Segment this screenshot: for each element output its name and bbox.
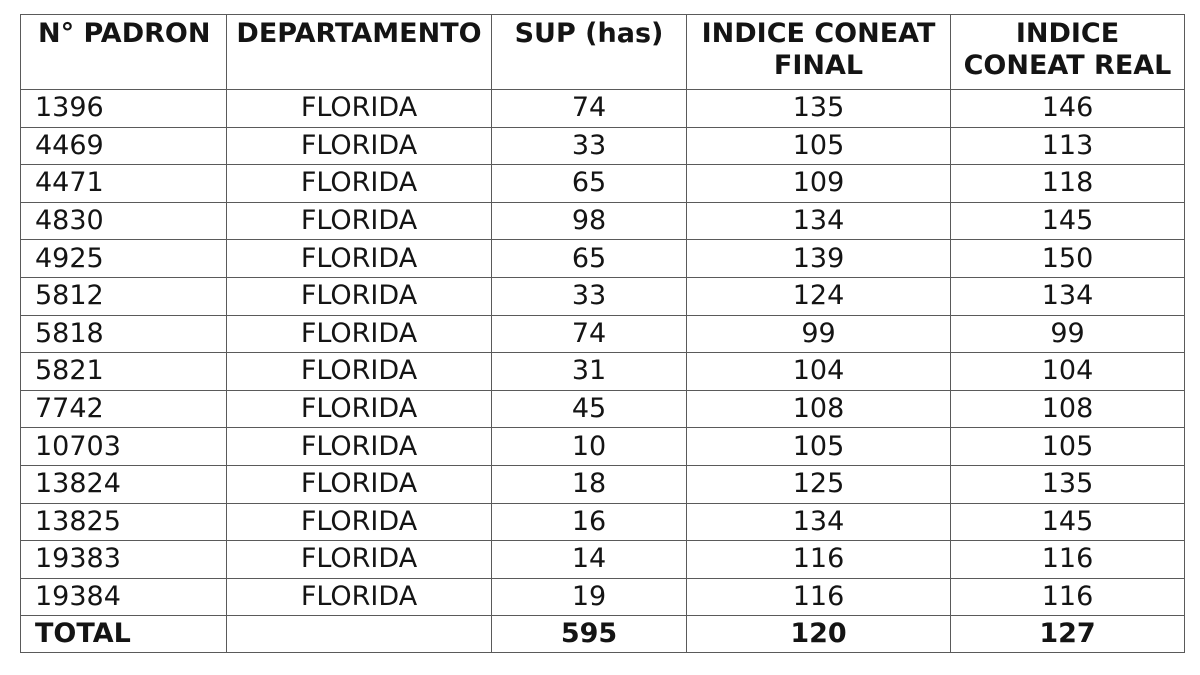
cell-departamento: FLORIDA — [227, 127, 492, 165]
cell-superficie: 65 — [492, 165, 687, 203]
cell-departamento: FLORIDA — [227, 353, 492, 391]
cell-coneat-final: 104 — [687, 353, 951, 391]
cell-superficie: 74 — [492, 315, 687, 353]
cell-departamento: FLORIDA — [227, 315, 492, 353]
header-departamento: DEPARTAMENTO — [227, 15, 492, 90]
table-row — [21, 240, 1185, 278]
table-row — [21, 353, 1185, 391]
cell-padron: 4469 — [21, 127, 227, 165]
cell-superficie: 98 — [492, 202, 687, 240]
cell-superficie: 74 — [492, 90, 687, 128]
cell-padron: 5818 — [21, 315, 227, 353]
table-row — [21, 578, 1185, 616]
padron-table — [20, 14, 1185, 653]
table-row — [21, 127, 1185, 165]
cell-coneat-final: 116 — [687, 541, 951, 579]
cell-coneat-real: 145 — [951, 202, 1185, 240]
header-superficie: SUP (has) — [492, 15, 687, 90]
table-row — [21, 541, 1185, 579]
table-row — [21, 202, 1185, 240]
cell-coneat-final: 124 — [687, 277, 951, 315]
cell-departamento: FLORIDA — [227, 390, 492, 428]
cell-superficie: 18 — [492, 465, 687, 503]
cell-padron: 10703 — [21, 428, 227, 466]
padron-table-container — [20, 14, 1184, 653]
cell-superficie: 33 — [492, 127, 687, 165]
table-row — [21, 90, 1185, 128]
cell-superficie: 31 — [492, 353, 687, 391]
total-coneat-real: 127 — [951, 616, 1185, 653]
cell-departamento: FLORIDA — [227, 465, 492, 503]
cell-departamento: FLORIDA — [227, 277, 492, 315]
cell-padron: 13824 — [21, 465, 227, 503]
cell-coneat-real: 104 — [951, 353, 1185, 391]
cell-coneat-final: 105 — [687, 428, 951, 466]
cell-coneat-final: 134 — [687, 503, 951, 541]
cell-coneat-final: 116 — [687, 578, 951, 616]
cell-coneat-final: 134 — [687, 202, 951, 240]
cell-departamento: FLORIDA — [227, 165, 492, 203]
cell-coneat-final: 109 — [687, 165, 951, 203]
table-row — [21, 428, 1185, 466]
table-row — [21, 315, 1185, 353]
total-coneat-final: 120 — [687, 616, 951, 653]
cell-padron: 5821 — [21, 353, 227, 391]
cell-coneat-real: 113 — [951, 127, 1185, 165]
cell-coneat-real: 116 — [951, 541, 1185, 579]
table-row — [21, 390, 1185, 428]
cell-coneat-real: 99 — [951, 315, 1185, 353]
total-departamento — [227, 616, 492, 653]
cell-padron: 19383 — [21, 541, 227, 579]
cell-padron: 4925 — [21, 240, 227, 278]
total-label: TOTAL — [21, 616, 227, 653]
cell-coneat-real: 118 — [951, 165, 1185, 203]
cell-superficie: 33 — [492, 277, 687, 315]
table-row — [21, 503, 1185, 541]
cell-coneat-final: 108 — [687, 390, 951, 428]
cell-superficie: 19 — [492, 578, 687, 616]
cell-padron: 4830 — [21, 202, 227, 240]
cell-superficie: 16 — [492, 503, 687, 541]
cell-superficie: 45 — [492, 390, 687, 428]
cell-coneat-real: 134 — [951, 277, 1185, 315]
table-row — [21, 165, 1185, 203]
cell-departamento: FLORIDA — [227, 503, 492, 541]
cell-superficie: 65 — [492, 240, 687, 278]
cell-coneat-real: 116 — [951, 578, 1185, 616]
table-row — [21, 277, 1185, 315]
cell-coneat-final: 105 — [687, 127, 951, 165]
header-coneat-final: INDICE CONEAT FINAL — [687, 15, 951, 90]
total-row — [21, 616, 1185, 653]
cell-padron: 1396 — [21, 90, 227, 128]
header-coneat-real: INDICE CONEAT REAL — [951, 15, 1185, 90]
cell-departamento: FLORIDA — [227, 428, 492, 466]
cell-superficie: 14 — [492, 541, 687, 579]
table-header — [21, 15, 1185, 90]
cell-departamento: FLORIDA — [227, 578, 492, 616]
cell-departamento: FLORIDA — [227, 240, 492, 278]
table-body — [21, 90, 1185, 653]
cell-coneat-final: 139 — [687, 240, 951, 278]
cell-departamento: FLORIDA — [227, 202, 492, 240]
cell-padron: 4471 — [21, 165, 227, 203]
table-row — [21, 465, 1185, 503]
cell-superficie: 10 — [492, 428, 687, 466]
cell-coneat-real: 146 — [951, 90, 1185, 128]
cell-coneat-real: 108 — [951, 390, 1185, 428]
cell-padron: 5812 — [21, 277, 227, 315]
cell-coneat-real: 150 — [951, 240, 1185, 278]
cell-padron: 7742 — [21, 390, 227, 428]
header-row — [21, 15, 1185, 90]
cell-coneat-real: 135 — [951, 465, 1185, 503]
cell-coneat-real: 145 — [951, 503, 1185, 541]
cell-padron: 13825 — [21, 503, 227, 541]
cell-departamento: FLORIDA — [227, 541, 492, 579]
cell-padron: 19384 — [21, 578, 227, 616]
total-superficie: 595 — [492, 616, 687, 653]
header-padron: N° PADRON — [21, 15, 227, 90]
cell-coneat-final: 125 — [687, 465, 951, 503]
cell-coneat-real: 105 — [951, 428, 1185, 466]
cell-departamento: FLORIDA — [227, 90, 492, 128]
cell-coneat-final: 135 — [687, 90, 951, 128]
cell-coneat-final: 99 — [687, 315, 951, 353]
